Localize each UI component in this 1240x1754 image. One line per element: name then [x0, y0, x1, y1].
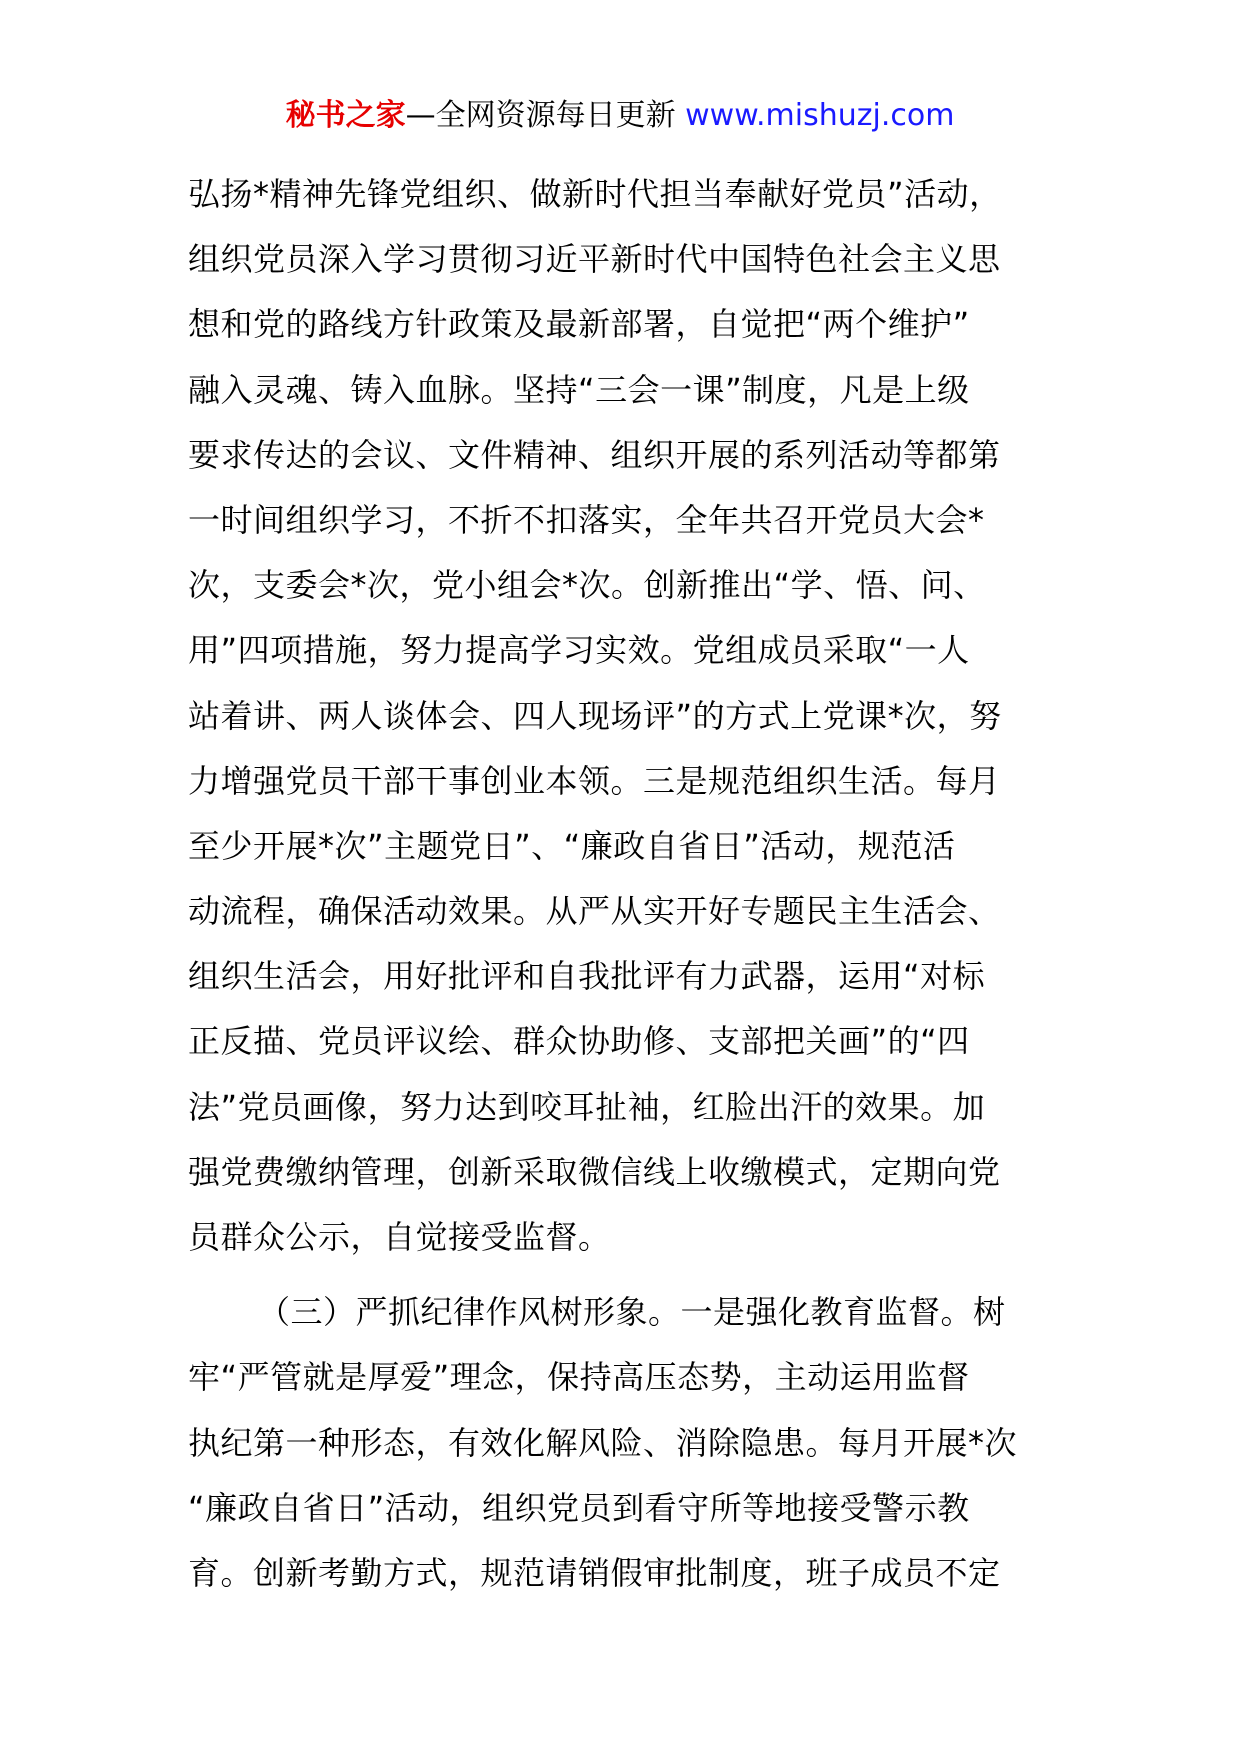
brand-name: 秘书之家 [285, 98, 406, 133]
text-line: 用”四项措施，努力提高学习实效。党组成员采取“一人 [188, 631, 970, 670]
text-line: 力增强党员干部干事创业本领。三是规范组织生活。每月 [188, 761, 1001, 800]
text-line: 执纪第一种形态，有效化解风险、消除隐患。每月开展*次 [188, 1423, 1018, 1462]
text-line: 育。创新考勤方式，规范请销假审批制度，班子成员不定 [188, 1553, 1001, 1592]
site-url-link[interactable]: www.mishuzj.com [685, 98, 955, 133]
text-line: 次，支委会*次，党小组会*次。创新推出“学、悟、问、 [188, 566, 986, 605]
text-line: 弘扬*精神先锋党组织、做新时代担当奉献好党员”活动， [188, 175, 1002, 213]
text-line: 牢“严管就是厚爱”理念，保持高压态势，主动运用监督 [188, 1358, 970, 1397]
text-line: 融入灵魂、铸入血脉。坚持“三会一课”制度，凡是上级 [188, 370, 970, 409]
text-line: 正反描、党员评议绘、群众协助修、支部把关画”的“四 [188, 1022, 970, 1061]
text-line: 一时间组织学习，不折不扣落实，全年共召开党员大会* [188, 500, 985, 539]
text-line: 要求传达的会议、文件精神、组织开展的系列活动等都第 [188, 435, 1001, 474]
header-slogan: —全网资源每日更新 [405, 98, 676, 133]
text-line: 动流程，确保活动效果。从严从实开好专题民主生活会、 [188, 892, 1001, 931]
text-line: 强党费缴纳管理，创新采取微信线上收缴模式，定期向党 [188, 1152, 1001, 1191]
site-header [0, 96, 1240, 136]
text-line: “廉政自省日”活动，组织党员到看守所等地接受警示教 [188, 1488, 970, 1527]
text-line: 至少开展*次”主题党日”、“廉政自省日”活动，规范活 [188, 826, 956, 865]
text-line: 组织生活会，用好批评和自我批评有力武器，运用“对标 [188, 957, 986, 996]
text-line: 员群众公示，自觉接受监督。 [188, 1218, 611, 1256]
text-line: 想和党的路线方针政策及最新部署，自觉把“两个维护” [188, 305, 970, 344]
document-body [188, 162, 1068, 1606]
text-line: 法”党员画像，努力达到咬耳扯袖，红脸出汗的效果。加 [188, 1087, 986, 1126]
text-line: 站着讲、两人谈体会、四人现场评”的方式上党课*次，努 [188, 696, 1002, 735]
section-heading-line: （三）严抓纪律作风树形象。一是强化教育监督。树 [258, 1293, 1006, 1332]
text-line: 组织党员深入学习贯彻习近平新时代中国特色社会主义思 [188, 240, 1001, 279]
